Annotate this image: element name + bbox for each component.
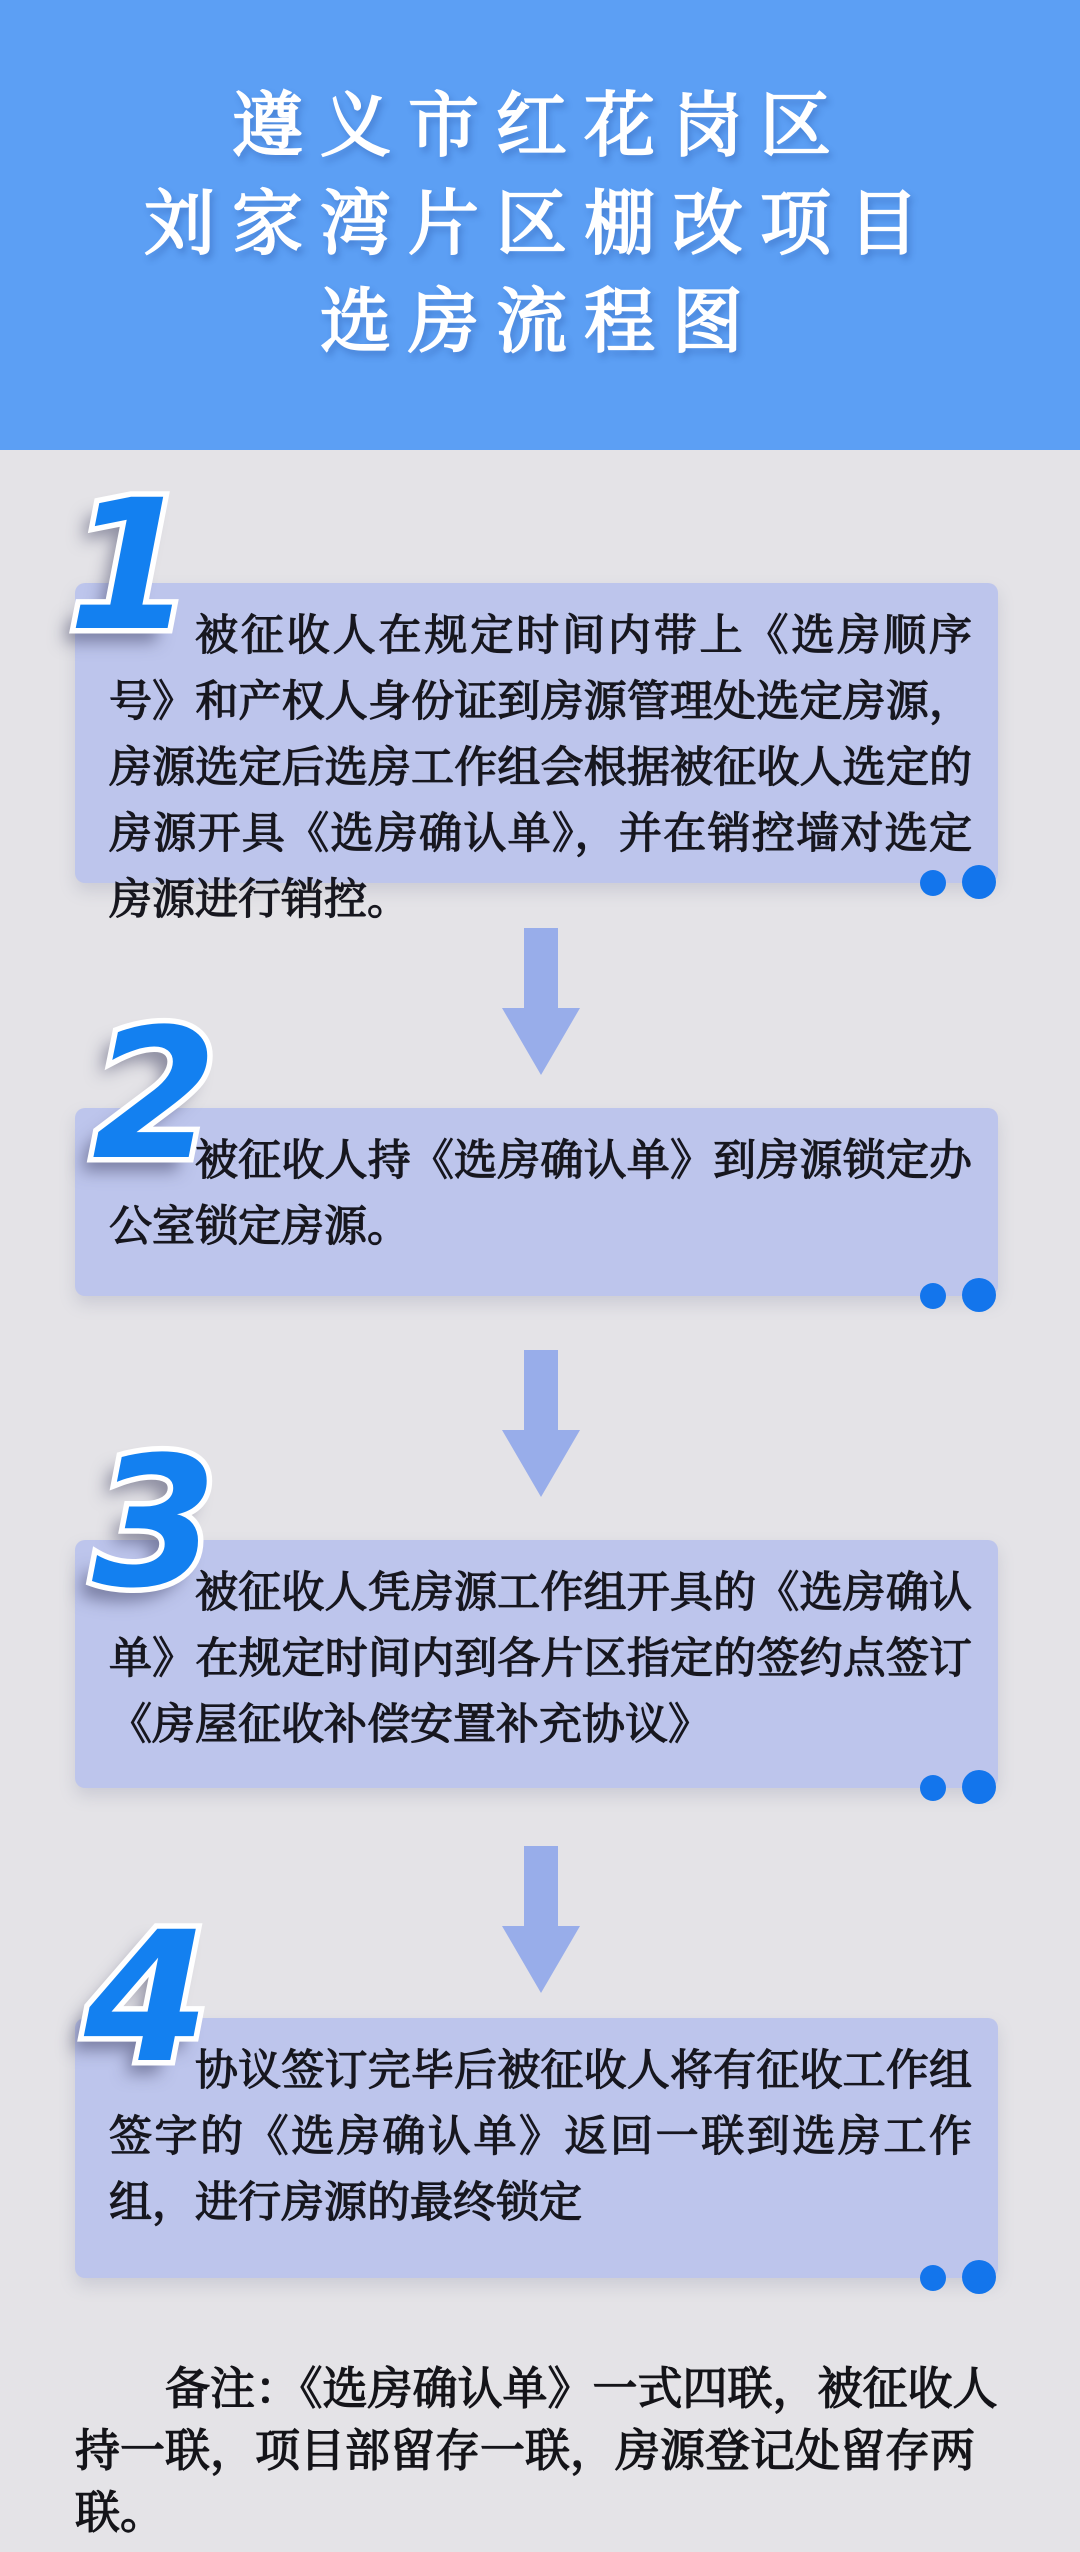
dot-icon [920, 1283, 946, 1309]
step-3-text: 被征收人凭房源工作组开具的《选房确认单》在规定时间内到各片区指定的签约点签订《房屋征收补偿安置补充协议》 [109, 1569, 972, 1749]
dot-icon [920, 2265, 946, 2291]
step-4-box [75, 2018, 998, 2278]
title-line-2: 刘家湾片区棚改项目 [143, 185, 936, 264]
step-2-text: 被征收人持《选房确认单》到房源锁定办公室锁定房源。 [109, 1137, 972, 1251]
header-banner [0, 0, 1080, 450]
arrow-head [502, 1430, 580, 1497]
arrow-head [502, 1008, 580, 1075]
step-4-number: 4 4 [84, 1909, 209, 2089]
arrow-head [502, 1926, 580, 1993]
dot-icon [962, 865, 996, 899]
step-3-number: 3 3 [92, 1434, 217, 1614]
title-line-3: 选房流程图 [319, 283, 760, 362]
arrow-stem [524, 1846, 558, 1926]
step-1-number: 1 1 [68, 477, 193, 657]
dot-icon [962, 2260, 996, 2294]
dot-icon [920, 1775, 946, 1801]
arrow-down-icon [502, 928, 580, 1075]
arrow-down-icon [502, 1350, 580, 1497]
dot-icon [920, 870, 946, 896]
step-4-text: 协议签订完毕后被征收人将有征收工作组签字的《选房确认单》返回一联到选房工作组，进行房源的最终锁定 [109, 2047, 972, 2227]
step-1-text: 被征收人在规定时间内带上《选房顺序号》和产权人身份证到房源管理处选定房源，房源选定后选房工作组会根据被征收人选定的房源开具《选房确认单》，并在销控墙对选定房源进行销控。 [109, 612, 972, 924]
arrow-stem [524, 928, 558, 1008]
step-2-number: 2 2 [92, 1006, 217, 1186]
title-line-1: 遵义市红花岗区 [231, 87, 848, 166]
arrow-down-icon [502, 1846, 580, 1993]
footer-note: 备注：《选房确认单》一式四联，被征收人持一联，项目部留存一联，房源登记处留存两联。 [75, 2363, 998, 2538]
dot-icon [962, 1278, 996, 1312]
arrow-stem [524, 1350, 558, 1430]
dot-icon [962, 1770, 996, 1804]
step-1-box [75, 583, 998, 924]
